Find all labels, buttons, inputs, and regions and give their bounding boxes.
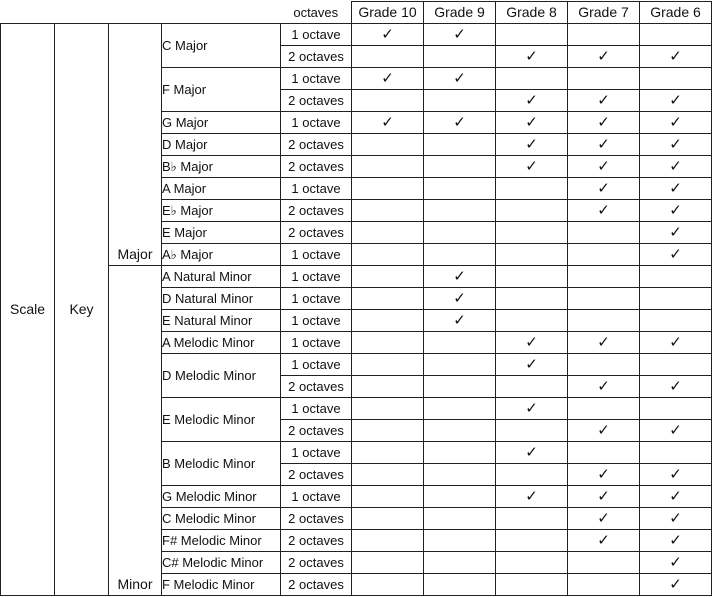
check-mark-icon: ✓ (640, 530, 712, 552)
octave-cell: 1 octave (281, 310, 352, 332)
table-row (1, 24, 712, 46)
octave-cell: 2 octaves (281, 156, 352, 178)
octave-cell: 1 octave (281, 486, 352, 508)
empty-cell (640, 68, 712, 90)
check-mark-icon: ✓ (496, 486, 568, 508)
empty-cell (424, 376, 496, 398)
empty-cell (352, 288, 424, 310)
scale-name: A Natural Minor (162, 266, 281, 288)
empty-cell (352, 354, 424, 376)
octave-cell: 2 octaves (281, 222, 352, 244)
check-mark-icon: ✓ (640, 332, 712, 354)
octave-cell: 1 octave (281, 398, 352, 420)
check-mark-icon: ✓ (640, 156, 712, 178)
empty-cell (424, 398, 496, 420)
empty-cell (424, 244, 496, 266)
minor-category-label: Minor (109, 266, 162, 596)
octave-cell: 1 octave (281, 266, 352, 288)
empty-cell (352, 244, 424, 266)
empty-cell (424, 156, 496, 178)
empty-cell (424, 90, 496, 112)
empty-cell (352, 178, 424, 200)
empty-cell (568, 552, 640, 574)
check-mark-icon: ✓ (640, 244, 712, 266)
scale-name: C Major (162, 24, 281, 68)
empty-cell (496, 222, 568, 244)
empty-cell (496, 200, 568, 222)
check-mark-icon: ✓ (424, 288, 496, 310)
empty-cell (568, 266, 640, 288)
octave-cell: 2 octaves (281, 376, 352, 398)
check-mark-icon: ✓ (424, 24, 496, 46)
check-mark-icon: ✓ (568, 178, 640, 200)
check-mark-icon: ✓ (352, 24, 424, 46)
empty-cell (424, 354, 496, 376)
check-mark-icon: ✓ (424, 68, 496, 90)
check-mark-icon: ✓ (568, 464, 640, 486)
empty-cell (640, 288, 712, 310)
octave-cell: 1 octave (281, 112, 352, 134)
check-mark-icon: ✓ (640, 134, 712, 156)
major-category-label: Major (109, 24, 162, 266)
scale-name: C Melodic Minor (162, 508, 281, 530)
empty-cell (568, 398, 640, 420)
scale-name: F# Melodic Minor (162, 530, 281, 552)
empty-cell (568, 574, 640, 596)
octave-cell: 2 octaves (281, 530, 352, 552)
empty-cell (568, 24, 640, 46)
check-mark-icon: ✓ (424, 112, 496, 134)
octave-cell: 2 octaves (281, 200, 352, 222)
scale-name: E Melodic Minor (162, 398, 281, 442)
grade-header: Grade 10 (352, 2, 424, 24)
check-mark-icon: ✓ (640, 486, 712, 508)
check-mark-icon: ✓ (640, 90, 712, 112)
check-mark-icon: ✓ (640, 178, 712, 200)
empty-cell (424, 442, 496, 464)
octave-cell: 2 octaves (281, 134, 352, 156)
empty-cell (496, 376, 568, 398)
check-mark-icon: ✓ (496, 354, 568, 376)
empty-cell (352, 376, 424, 398)
empty-cell (568, 442, 640, 464)
scale-name: F Melodic Minor (162, 574, 281, 596)
check-mark-icon: ✓ (640, 222, 712, 244)
scale-name: A Melodic Minor (162, 332, 281, 354)
scale-name: B♭ Major (162, 156, 281, 178)
empty-cell (640, 310, 712, 332)
empty-cell (640, 442, 712, 464)
check-mark-icon: ✓ (568, 332, 640, 354)
empty-cell (424, 574, 496, 596)
scale-name: E Major (162, 222, 281, 244)
empty-cell (352, 332, 424, 354)
check-mark-icon: ✓ (568, 508, 640, 530)
empty-cell (496, 530, 568, 552)
empty-cell (352, 486, 424, 508)
empty-cell (496, 574, 568, 596)
octave-cell: 1 octave (281, 354, 352, 376)
check-mark-icon: ✓ (640, 420, 712, 442)
scale-name: A♭ Major (162, 244, 281, 266)
empty-cell (568, 310, 640, 332)
check-mark-icon: ✓ (640, 552, 712, 574)
check-mark-icon: ✓ (568, 46, 640, 68)
octave-cell: 2 octaves (281, 552, 352, 574)
empty-cell (496, 266, 568, 288)
scale-label: Scale (1, 24, 55, 596)
grade-header: Grade 7 (568, 2, 640, 24)
check-mark-icon: ✓ (568, 530, 640, 552)
octave-cell: 2 octaves (281, 574, 352, 596)
scale-name: G Major (162, 112, 281, 134)
header-blank (1, 2, 281, 24)
check-mark-icon: ✓ (496, 46, 568, 68)
scale-name: G Melodic Minor (162, 486, 281, 508)
empty-cell (496, 420, 568, 442)
check-mark-icon: ✓ (568, 376, 640, 398)
check-mark-icon: ✓ (496, 112, 568, 134)
check-mark-icon: ✓ (424, 266, 496, 288)
empty-cell (496, 552, 568, 574)
octave-cell: 2 octaves (281, 508, 352, 530)
empty-cell (640, 398, 712, 420)
check-mark-icon: ✓ (496, 156, 568, 178)
empty-cell (424, 200, 496, 222)
empty-cell (352, 574, 424, 596)
empty-cell (352, 398, 424, 420)
octave-cell: 1 octave (281, 68, 352, 90)
empty-cell (352, 200, 424, 222)
octave-cell: 1 octave (281, 178, 352, 200)
check-mark-icon: ✓ (640, 376, 712, 398)
grade-header: Grade 6 (640, 2, 712, 24)
empty-cell (640, 266, 712, 288)
empty-cell (424, 552, 496, 574)
empty-cell (424, 134, 496, 156)
octave-cell: 2 octaves (281, 46, 352, 68)
check-mark-icon: ✓ (568, 134, 640, 156)
octave-cell: 1 octave (281, 24, 352, 46)
empty-cell (352, 90, 424, 112)
check-mark-icon: ✓ (568, 486, 640, 508)
octave-cell: 1 octave (281, 442, 352, 464)
octave-cell: 1 octave (281, 332, 352, 354)
empty-cell (352, 552, 424, 574)
key-label: Key (55, 24, 109, 596)
check-mark-icon: ✓ (640, 464, 712, 486)
empty-cell (424, 46, 496, 68)
check-mark-icon: ✓ (640, 200, 712, 222)
empty-cell (352, 156, 424, 178)
scale-name: D Major (162, 134, 281, 156)
check-mark-icon: ✓ (640, 508, 712, 530)
empty-cell (496, 310, 568, 332)
check-mark-icon: ✓ (424, 310, 496, 332)
scale-name: E♭ Major (162, 200, 281, 222)
check-mark-icon: ✓ (640, 112, 712, 134)
empty-cell (352, 46, 424, 68)
empty-cell (424, 464, 496, 486)
empty-cell (352, 508, 424, 530)
empty-cell (568, 68, 640, 90)
octave-cell: 2 octaves (281, 420, 352, 442)
empty-cell (496, 244, 568, 266)
check-mark-icon: ✓ (496, 398, 568, 420)
octaves-header: octaves (281, 2, 352, 24)
octave-cell: 2 octaves (281, 464, 352, 486)
check-mark-icon: ✓ (568, 90, 640, 112)
scale-name: D Natural Minor (162, 288, 281, 310)
empty-cell (496, 24, 568, 46)
scale-name: E Natural Minor (162, 310, 281, 332)
check-mark-icon: ✓ (352, 68, 424, 90)
check-mark-icon: ✓ (352, 112, 424, 134)
grade-header: Grade 9 (424, 2, 496, 24)
scale-name: C# Melodic Minor (162, 552, 281, 574)
octave-cell: 1 octave (281, 288, 352, 310)
check-mark-icon: ✓ (496, 134, 568, 156)
empty-cell (352, 310, 424, 332)
empty-cell (496, 464, 568, 486)
check-mark-icon: ✓ (568, 420, 640, 442)
check-mark-icon: ✓ (496, 442, 568, 464)
empty-cell (568, 222, 640, 244)
scale-name: F Major (162, 68, 281, 112)
scale-name: B Melodic Minor (162, 442, 281, 486)
check-mark-icon: ✓ (568, 156, 640, 178)
empty-cell (496, 68, 568, 90)
empty-cell (424, 486, 496, 508)
scale-name: D Melodic Minor (162, 354, 281, 398)
empty-cell (496, 178, 568, 200)
empty-cell (424, 222, 496, 244)
scale-name: A Major (162, 178, 281, 200)
check-mark-icon: ✓ (568, 112, 640, 134)
empty-cell (568, 244, 640, 266)
header-row (1, 2, 712, 24)
check-mark-icon: ✓ (496, 90, 568, 112)
empty-cell (352, 530, 424, 552)
check-mark-icon: ✓ (496, 332, 568, 354)
empty-cell (568, 288, 640, 310)
empty-cell (424, 420, 496, 442)
empty-cell (424, 332, 496, 354)
check-mark-icon: ✓ (640, 46, 712, 68)
octave-cell: 2 octaves (281, 90, 352, 112)
empty-cell (352, 464, 424, 486)
empty-cell (352, 134, 424, 156)
empty-cell (496, 508, 568, 530)
empty-cell (352, 222, 424, 244)
scale-requirements-table (0, 1, 712, 596)
empty-cell (568, 354, 640, 376)
grade-header: Grade 8 (496, 2, 568, 24)
empty-cell (496, 288, 568, 310)
empty-cell (424, 178, 496, 200)
check-mark-icon: ✓ (640, 574, 712, 596)
empty-cell (640, 354, 712, 376)
empty-cell (352, 442, 424, 464)
empty-cell (640, 24, 712, 46)
check-mark-icon: ✓ (568, 200, 640, 222)
empty-cell (424, 508, 496, 530)
empty-cell (424, 530, 496, 552)
octave-cell: 1 octave (281, 244, 352, 266)
empty-cell (352, 266, 424, 288)
empty-cell (352, 420, 424, 442)
